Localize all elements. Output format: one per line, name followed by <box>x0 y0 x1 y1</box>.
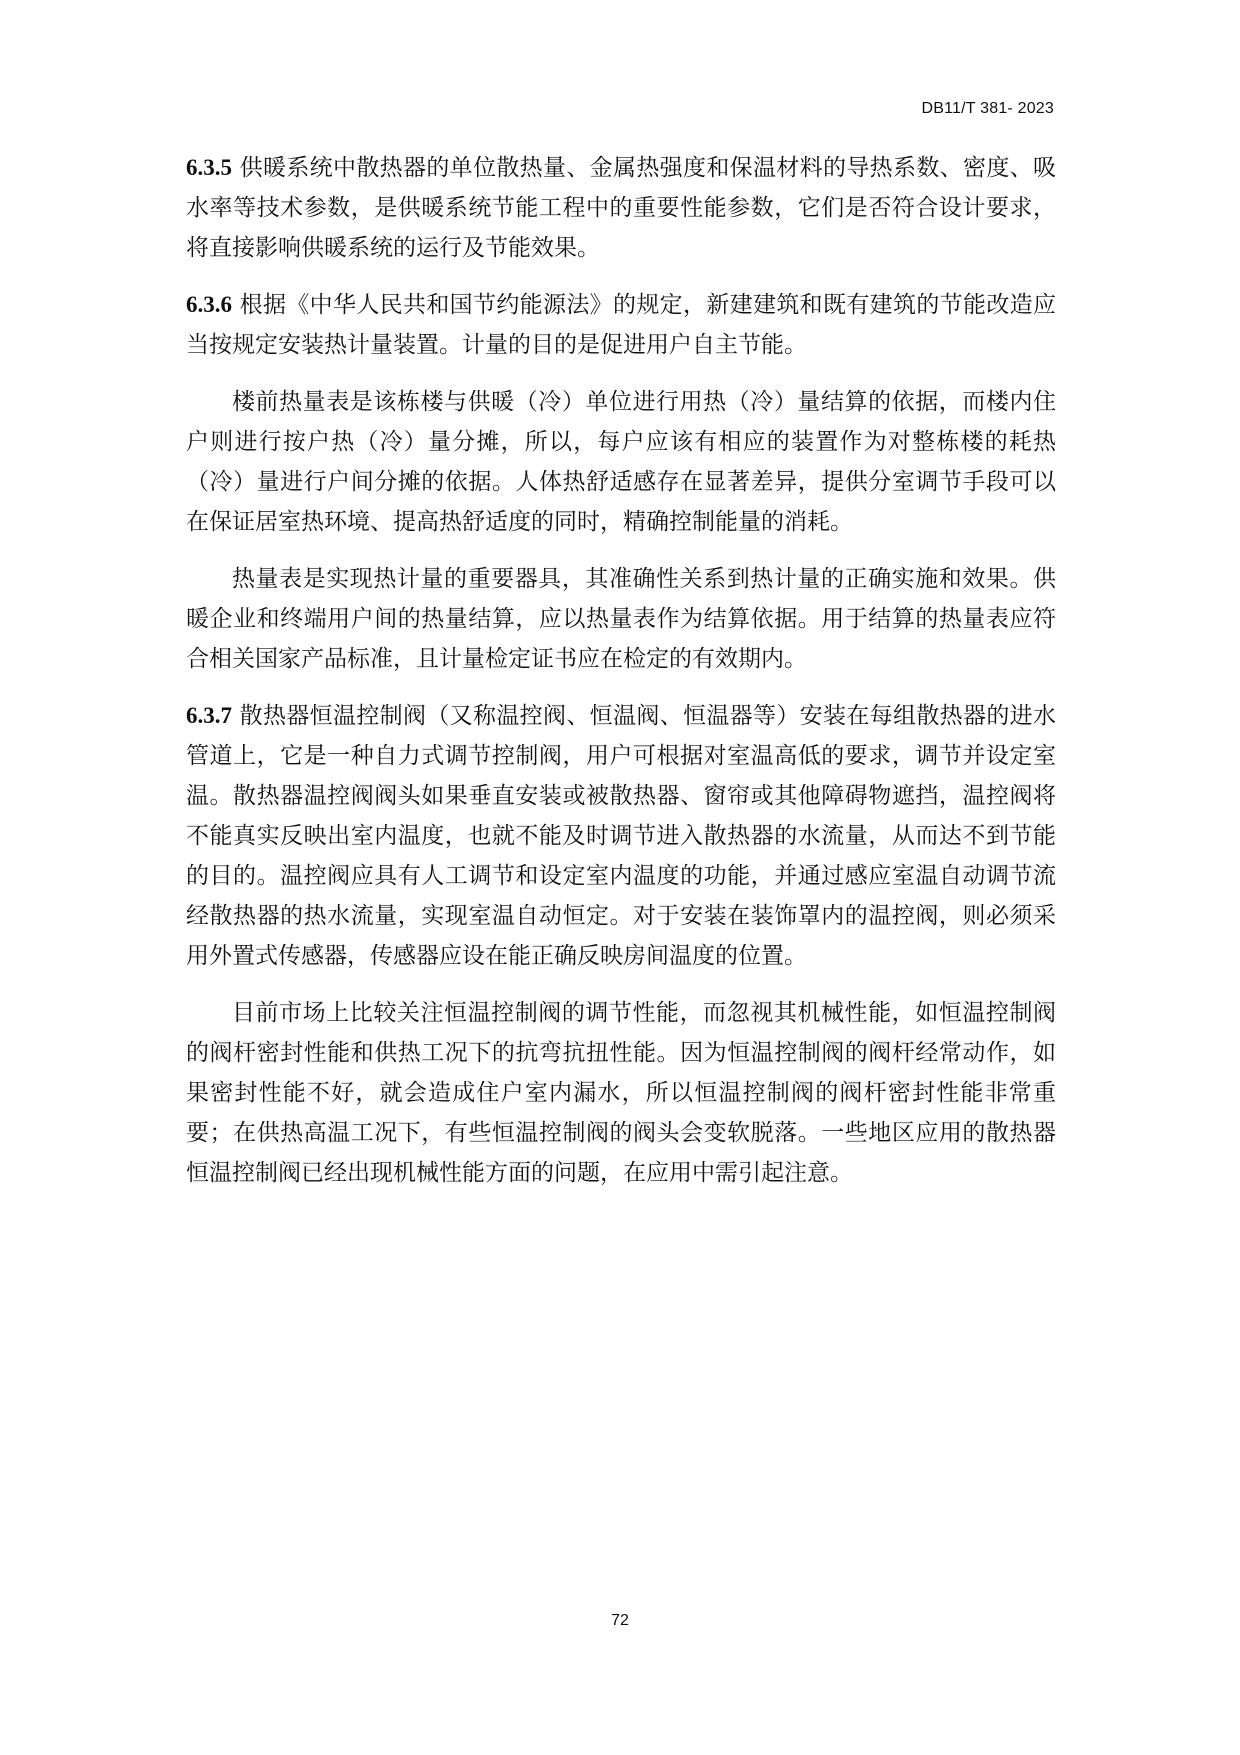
page-number: 72 <box>611 1612 629 1629</box>
clause-text: 根据《中华人民共和国节约能源法》的规定，新建建筑和既有建筑的节能改造应当按规定安装热计量装置。计量的目的是促进用户自主节能。 <box>186 292 1057 358</box>
clause-6-3-5 <box>186 148 1056 268</box>
clause-6-3-6 <box>186 285 1056 365</box>
clause-number: 6.3.5 <box>186 155 232 180</box>
clause-6-3-7 <box>186 696 1056 976</box>
clause-text: 散热器恒温控制阀（又称温控阀、恒温阀、恒温器等）安装在每组散热器的进水管道上，它是一种自力式调节控制阀，用户可根据对室温高低的要求，调节并设定室温。散热器温控阀阀头如果垂直安装或被散热器、窗帘或其他障碍物遮挡，温控阀将不能真实反映出室内温度，也就不能及时调节进入散热器的水流量，从而达不到节能的目的。温控阀应具有人工调节和设定室内温度的功能，并通过感应室温自动调节流经散热器的热水流量，实现室温自动恒定。对于安装在装饰罩内的温控阀，则必须采用外置式传感器，传感器应设在能正确反映房间温度的位置。 <box>186 703 1057 969</box>
document-code-header: DB11/T 381- 2023 <box>921 100 1054 117</box>
clause-6-3-6-paragraph-3: 热量表是实现热计量的重要器具，其准确性关系到热计量的正确实施和效果。供暖企业和终端用户间的热量结算，应以热量表作为结算依据。用于结算的热量表应符合相关国家产品标准，且计量检定证书应在检定的有效期内。 <box>186 566 1056 672</box>
clause-number: 6.3.6 <box>186 292 232 317</box>
clause-text: 供暖系统中散热器的单位散热量、金属热强度和保温材料的导热系数、密度、吸水率等技术参数，是供暖系统节能工程中的重要性能参数，它们是否符合设计要求，将直接影响供暖系统的运行及节能效果。 <box>186 155 1057 261</box>
clause-number: 6.3.7 <box>186 703 232 728</box>
document-body <box>186 148 1056 1210</box>
clause-6-3-6-paragraph-2: 楼前热量表是该栋楼与供暖（冷）单位进行用热（冷）量结算的依据，而楼内住户则进行按户热（冷）量分摊，所以，每户应该有相应的装置作为对整栋楼的耗热（冷）量进行户间分摊的依据。人体热舒适感存在显著差异，提供分室调节手段可以在保证居室热环境、提高热舒适度的同时，精确控制能量的消耗。 <box>186 389 1056 535</box>
clause-6-3-7-paragraph-2: 目前市场上比较关注恒温控制阀的调节性能，而忽视其机械性能，如恒温控制阀的阀杆密封性能和供热工况下的抗弯抗扭性能。因为恒温控制阀的阀杆经常动作，如果密封性能不好，就会造成住户室内漏水，所以恒温控制阀的阀杆密封性能非常重要；在供热高温工况下，有些恒温控制阀的阀头会变软脱落。一些地区应用的散热器恒温控制阀已经出现机械性能方面的问题，在应用中需引起注意。 <box>186 1000 1056 1186</box>
